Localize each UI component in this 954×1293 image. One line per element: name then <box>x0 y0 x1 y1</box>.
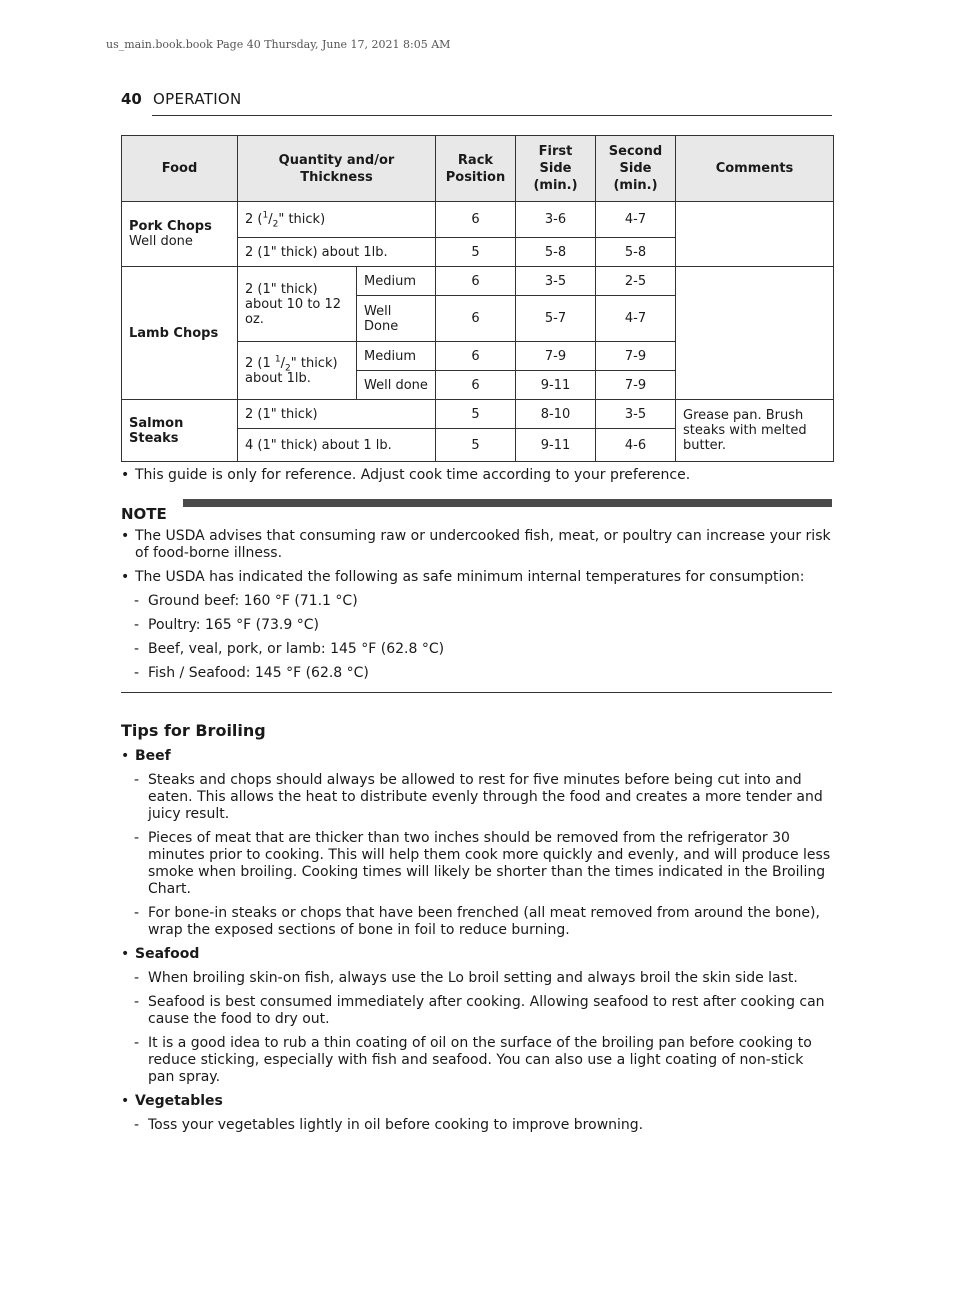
bullet-marker: • <box>121 946 130 962</box>
quantity-cell: 2 (1" thick) about 10 to 12 oz. <box>238 267 357 342</box>
rack-cell: 6 <box>436 342 516 371</box>
second-side-cell: 3-5 <box>596 400 676 429</box>
comments-cell <box>676 202 834 267</box>
doneness-cell: Medium <box>357 342 436 371</box>
list-item <box>121 772 832 823</box>
note-text: The USDA advises that consuming raw or undercooked fish, meat, or poultry can increase your risk of food-borne illness. <box>135 528 831 561</box>
temperature-text: Fish / Seafood: 145 °F (62.8 °C) <box>148 665 369 681</box>
category-vegetables: Vegetables <box>135 1093 223 1109</box>
tip-text: When broiling skin-on fish, always use the Lo broil setting and always broil the skin side last. <box>148 970 798 986</box>
list-item <box>121 946 832 963</box>
list-item <box>121 528 832 562</box>
header-rack: Rack Position <box>436 136 516 202</box>
doneness-cell: Well done <box>357 371 436 400</box>
list-item <box>121 1035 832 1086</box>
first-side-cell: 5-7 <box>516 296 596 342</box>
list-item <box>121 970 832 987</box>
comments-cell <box>676 267 834 400</box>
food-cell-salmon: Salmon Steaks <box>122 400 238 462</box>
food-cell-lamb: Lamb Chops <box>122 267 238 400</box>
table-row <box>122 400 834 429</box>
food-doneness: Well done <box>129 234 193 249</box>
rack-cell: 6 <box>436 371 516 400</box>
first-side-cell: 3-6 <box>516 202 596 238</box>
table-header-row <box>122 136 834 202</box>
print-slug: us_main.book.book Page 40 Thursday, June 17, 2021 8:05 AM <box>106 38 451 51</box>
list-item <box>121 593 832 610</box>
first-side-cell: 9-11 <box>516 429 596 462</box>
tips-heading: Tips for Broiling <box>121 721 266 740</box>
header-food: Food <box>122 136 238 202</box>
category-beef: Beef <box>135 748 171 764</box>
dash-marker: - <box>134 772 140 788</box>
tip-text: Seafood is best consumed immediately after cooking. Allowing seafood to rest after cooking can cause the food to dry out. <box>148 994 825 1027</box>
quantity-cell: 2 (1" thick) <box>238 400 436 429</box>
header-rule <box>152 115 832 116</box>
first-side-cell: 8-10 <box>516 400 596 429</box>
tips-section <box>121 722 832 1141</box>
second-side-cell: 7-9 <box>596 371 676 400</box>
list-item <box>121 665 832 682</box>
tip-text: For bone-in steaks or chops that have been frenched (all meat removed from around the bone), wrap the exposed sections of bone in foil to reduce burning. <box>148 905 820 938</box>
header-first-side: First Side (min.) <box>516 136 596 202</box>
second-side-cell: 4-6 <box>596 429 676 462</box>
section-title: OPERATION <box>153 90 242 108</box>
list-item <box>121 1093 832 1110</box>
rack-cell: 5 <box>436 238 516 267</box>
tip-text: It is a good idea to rub a thin coating of oil on the surface of the broiling pan before cooking to reduce sticking, especially with fish and seafood. You can also use a light coating of non-stick pan spray. <box>148 1035 812 1085</box>
second-side-cell: 4-7 <box>596 296 676 342</box>
tip-text: Pieces of meat that are thicker than two inches should be removed from the refrigerator 30 minutes prior to cooking. This will help them cook more quickly and evenly, and will produce less smoke when broiling. Cooking times will likely be shorter than the times indicated in the Broiling Chart. <box>148 830 831 897</box>
note-text: The USDA has indicated the following as safe minimum internal temperatures for consumption: <box>135 569 805 585</box>
header-second-side: Second Side (min.) <box>596 136 676 202</box>
rack-cell: 6 <box>436 296 516 342</box>
table-row <box>122 267 834 296</box>
second-side-cell: 2-5 <box>596 267 676 296</box>
dash-marker: - <box>134 994 140 1010</box>
note-label: NOTE <box>121 505 167 523</box>
first-side-cell: 9-11 <box>516 371 596 400</box>
list-item <box>121 617 832 634</box>
bullet-marker: • <box>121 748 130 764</box>
list-item <box>121 994 832 1028</box>
note-list <box>121 528 832 689</box>
tip-text: Toss your vegetables lightly in oil before cooking to improve browning. <box>148 1117 644 1133</box>
list-item <box>121 830 832 898</box>
tip-text: Steaks and chops should always be allowed to rest for five minutes before being cut into and eaten. This allows the heat to distribute evenly through the food and creates a more tender and juicy result. <box>148 772 823 822</box>
list-item <box>121 905 832 939</box>
list-item <box>121 569 832 586</box>
reference-note <box>121 467 832 483</box>
table-row <box>122 202 834 238</box>
category-seafood: Seafood <box>135 946 200 962</box>
temperature-text: Beef, veal, pork, or lamb: 145 °F (62.8 °C) <box>148 641 445 657</box>
page-number: 40 <box>121 90 142 108</box>
reference-note-text: This guide is only for reference. Adjust cook time according to your preference. <box>135 467 691 483</box>
first-side-cell: 5-8 <box>516 238 596 267</box>
note-bar <box>183 499 832 507</box>
temperature-text: Ground beef: 160 °F (71.1 °C) <box>148 593 358 609</box>
dash-marker: - <box>134 1117 140 1133</box>
quantity-cell: 2 (1" thick) about 1lb. <box>238 238 436 267</box>
bullet-marker: • <box>121 1093 130 1109</box>
bullet-marker: • <box>121 569 130 585</box>
second-side-cell: 7-9 <box>596 342 676 371</box>
dash-marker: - <box>134 641 140 657</box>
rack-cell: 5 <box>436 400 516 429</box>
bullet-marker: • <box>121 528 130 544</box>
quantity-cell: 2 ($^1/_2$" thick) <box>238 202 436 238</box>
first-side-cell: 3-5 <box>516 267 596 296</box>
doneness-cell: Well Done <box>357 296 436 342</box>
header-comments: Comments <box>676 136 834 202</box>
dash-marker: - <box>134 905 140 921</box>
dash-marker: - <box>134 970 140 986</box>
doneness-cell: Medium <box>357 267 436 296</box>
second-side-cell: 5-8 <box>596 238 676 267</box>
rack-cell: 5 <box>436 429 516 462</box>
dash-marker: - <box>134 830 140 846</box>
list-item <box>121 641 832 658</box>
list-item <box>121 748 832 765</box>
food-cell-pork <box>122 202 238 267</box>
rack-cell: 6 <box>436 267 516 296</box>
note-bottom-rule <box>121 692 832 693</box>
quantity-cell: 2 (1 $^1/_2$" thick) about 1lb. <box>238 342 357 400</box>
second-side-cell: 4-7 <box>596 202 676 238</box>
first-side-cell: 7-9 <box>516 342 596 371</box>
comments-cell: Grease pan. Brush steaks with melted butter. <box>676 400 834 462</box>
food-name: Pork Chops <box>129 219 212 234</box>
dash-marker: - <box>134 665 140 681</box>
quantity-cell: 4 (1" thick) about 1 lb. <box>238 429 436 462</box>
temperature-text: Poultry: 165 °F (73.9 °C) <box>148 617 319 633</box>
bullet-marker: • <box>121 467 130 483</box>
header-quantity: Quantity and/or Thickness <box>238 136 436 202</box>
page-header <box>121 90 832 116</box>
broiling-chart-table <box>121 135 834 462</box>
dash-marker: - <box>134 1035 140 1051</box>
dash-marker: - <box>134 593 140 609</box>
rack-cell: 6 <box>436 202 516 238</box>
list-item <box>121 1117 832 1134</box>
dash-marker: - <box>134 617 140 633</box>
